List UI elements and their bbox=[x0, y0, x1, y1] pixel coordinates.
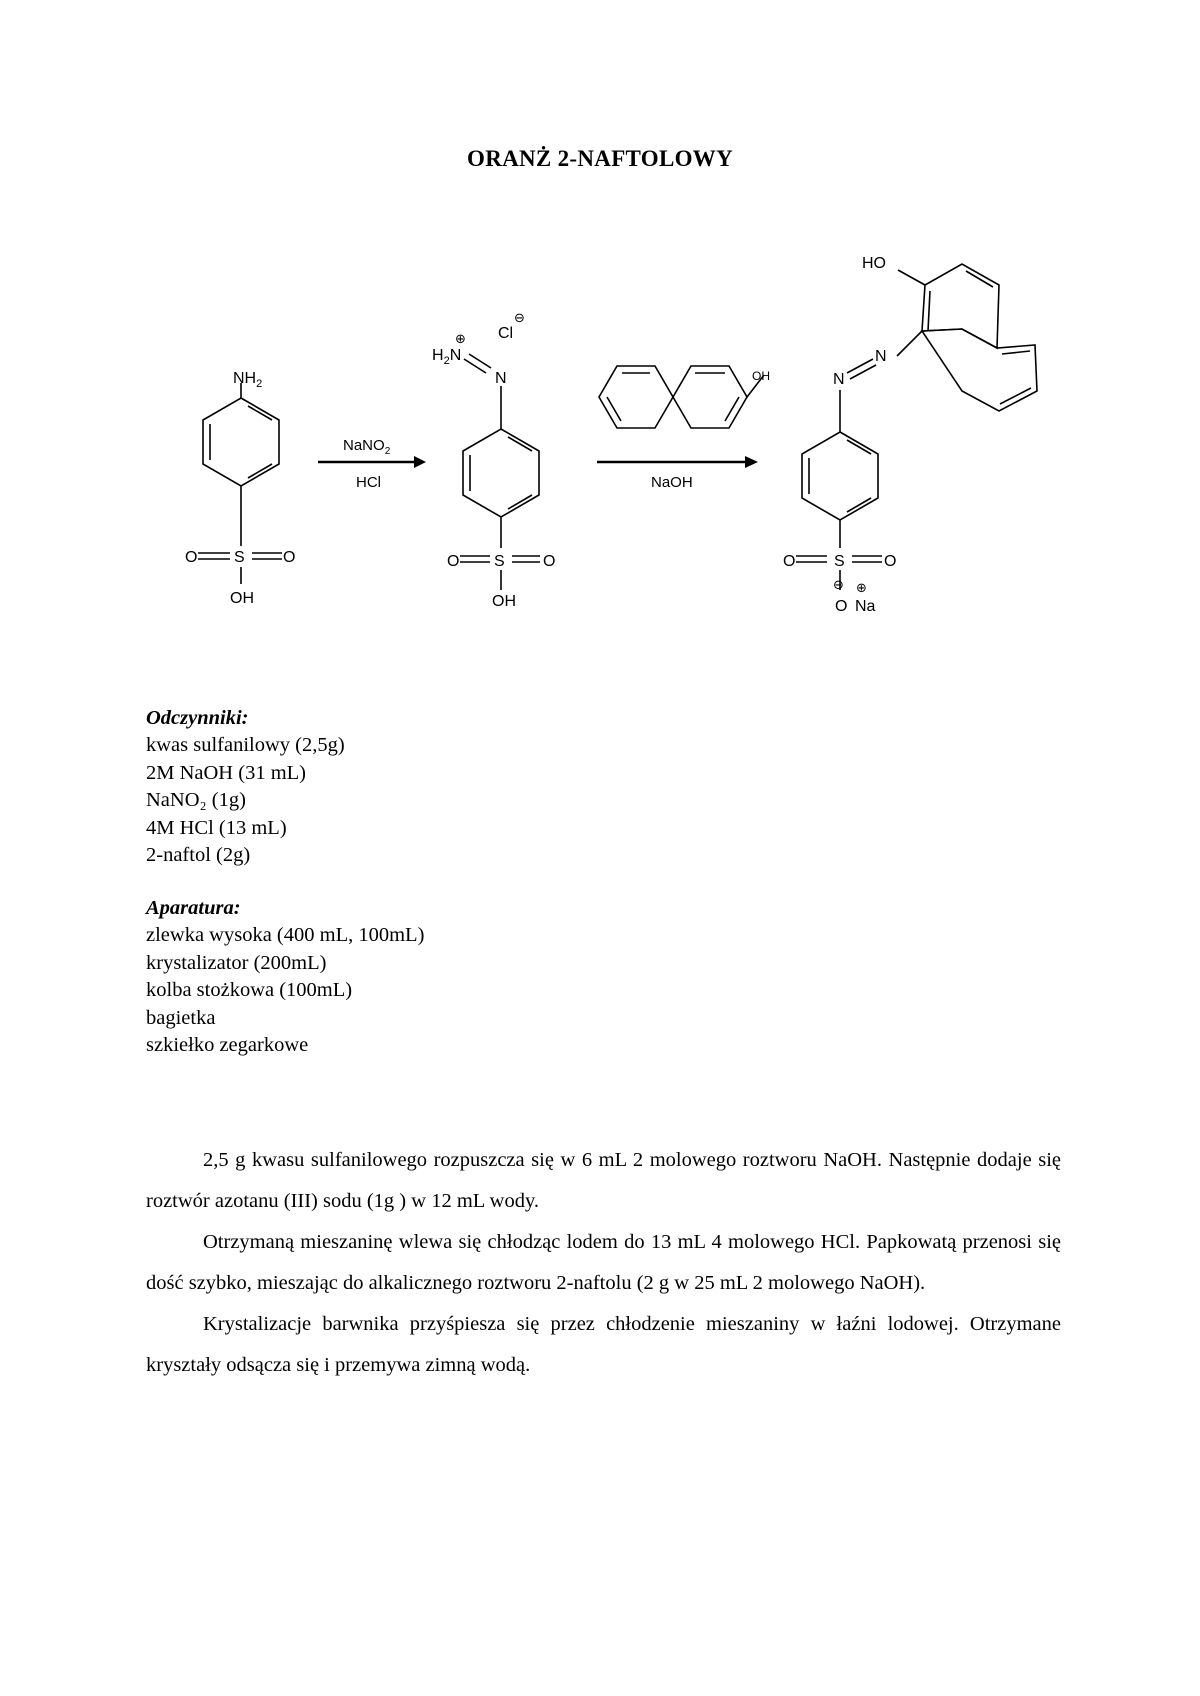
sulfur-label: S bbox=[494, 553, 505, 570]
oxygen-label: O bbox=[783, 553, 796, 570]
hydroxyl-label: OH bbox=[492, 593, 516, 610]
plus-charge: ⊕ bbox=[856, 580, 867, 595]
2-naphthol-structure bbox=[599, 366, 764, 428]
plus-charge: ⊕ bbox=[455, 331, 466, 346]
minus-charge: ⊖ bbox=[514, 310, 525, 325]
reagents-section bbox=[146, 705, 345, 869]
page-title: ORANŻ 2-NAFTOLOWY bbox=[467, 146, 733, 171]
arrow-2-head bbox=[745, 456, 758, 468]
minus-charge: ⊖ bbox=[833, 577, 844, 592]
oxygen-label: O bbox=[283, 549, 296, 566]
procedure-text bbox=[146, 1140, 1061, 1386]
apparatus-heading: Aparatura: bbox=[146, 897, 241, 919]
sodium-label: Na bbox=[855, 598, 876, 615]
sulfur-label: S bbox=[834, 553, 845, 570]
naphthol-oh-label: OH bbox=[752, 369, 770, 383]
apparatus-item: kolba stożkowa (100mL) bbox=[146, 979, 353, 1002]
amine-label: $NH_2$ bbox=[233, 370, 263, 390]
reaction-scheme bbox=[0, 0, 1200, 640]
apparatus-item: szkiełko zegarkowe bbox=[146, 1034, 309, 1057]
sulfur-label: S bbox=[234, 549, 245, 566]
hydroxy-label: HO bbox=[862, 255, 886, 272]
oxygen-label: O bbox=[884, 553, 897, 570]
orange-ii-structure bbox=[796, 264, 1037, 590]
nitrogen-label: N bbox=[495, 370, 507, 387]
oxygen-label: O bbox=[185, 549, 198, 566]
chloride-label: Cl bbox=[498, 325, 514, 342]
reagent-item: NaNO₂ (1g) bbox=[146, 789, 246, 812]
reagent-naoh: NaOH bbox=[651, 474, 693, 491]
reagent-nano2: NaNO$_2$ bbox=[343, 437, 391, 457]
reagent-item: 2-naftol (2g) bbox=[146, 844, 251, 867]
oxygen-label: O bbox=[543, 553, 556, 570]
apparatus-item: krystalizator (200mL) bbox=[146, 951, 327, 974]
reagent-hcl: HCl bbox=[356, 474, 381, 491]
apparatus-item: zlewka wysoka (400 mL, 100mL) bbox=[146, 924, 425, 947]
oxygen-label: O bbox=[447, 553, 460, 570]
apparatus-section bbox=[146, 895, 424, 1059]
arrow-1-head bbox=[414, 456, 426, 468]
reagent-item: 4M HCl (13 mL) bbox=[146, 816, 287, 839]
nitrogen-label: N bbox=[833, 371, 845, 388]
procedure-paragraph: Otrzymaną mieszaninę wlewa się chłodząc lodem do 13 mL 4 molowego HCl. Papkowatą przenosi się dość szybko, mieszając do alkalicznego roztworu 2-naftolu (2 g w 25 mL 2 molowego NaOH). bbox=[146, 1231, 1061, 1294]
diazonium-label: $H_2N$ bbox=[432, 347, 462, 367]
apparatus-item: bagietka bbox=[146, 1006, 216, 1029]
reagents-heading: Odczynniki: bbox=[146, 707, 249, 729]
procedure-paragraph: 2,5 g kwasu sulfanilowego rozpuszcza się w 6 mL 2 molowego roztworu NaOH. Następnie dodaje się roztwór azotanu (III) sodu (1g ) w 12 mL wody. bbox=[146, 1149, 1061, 1212]
reagent-item: 2M NaOH (31 mL) bbox=[146, 761, 306, 784]
procedure-paragraph: Krystalizacje barwnika przyśpiesza się przez chłodzenie mieszaniny w łaźni lodowej. Otrzymane kryształy odsącza się i przemywa zimną wodą. bbox=[146, 1313, 1061, 1376]
oxygen-anion-label: O bbox=[835, 598, 848, 615]
nitrogen-label: N bbox=[875, 348, 887, 365]
reagent-item: kwas sulfanilowy (2,5g) bbox=[146, 734, 345, 757]
hydroxyl-label: OH bbox=[230, 590, 254, 607]
